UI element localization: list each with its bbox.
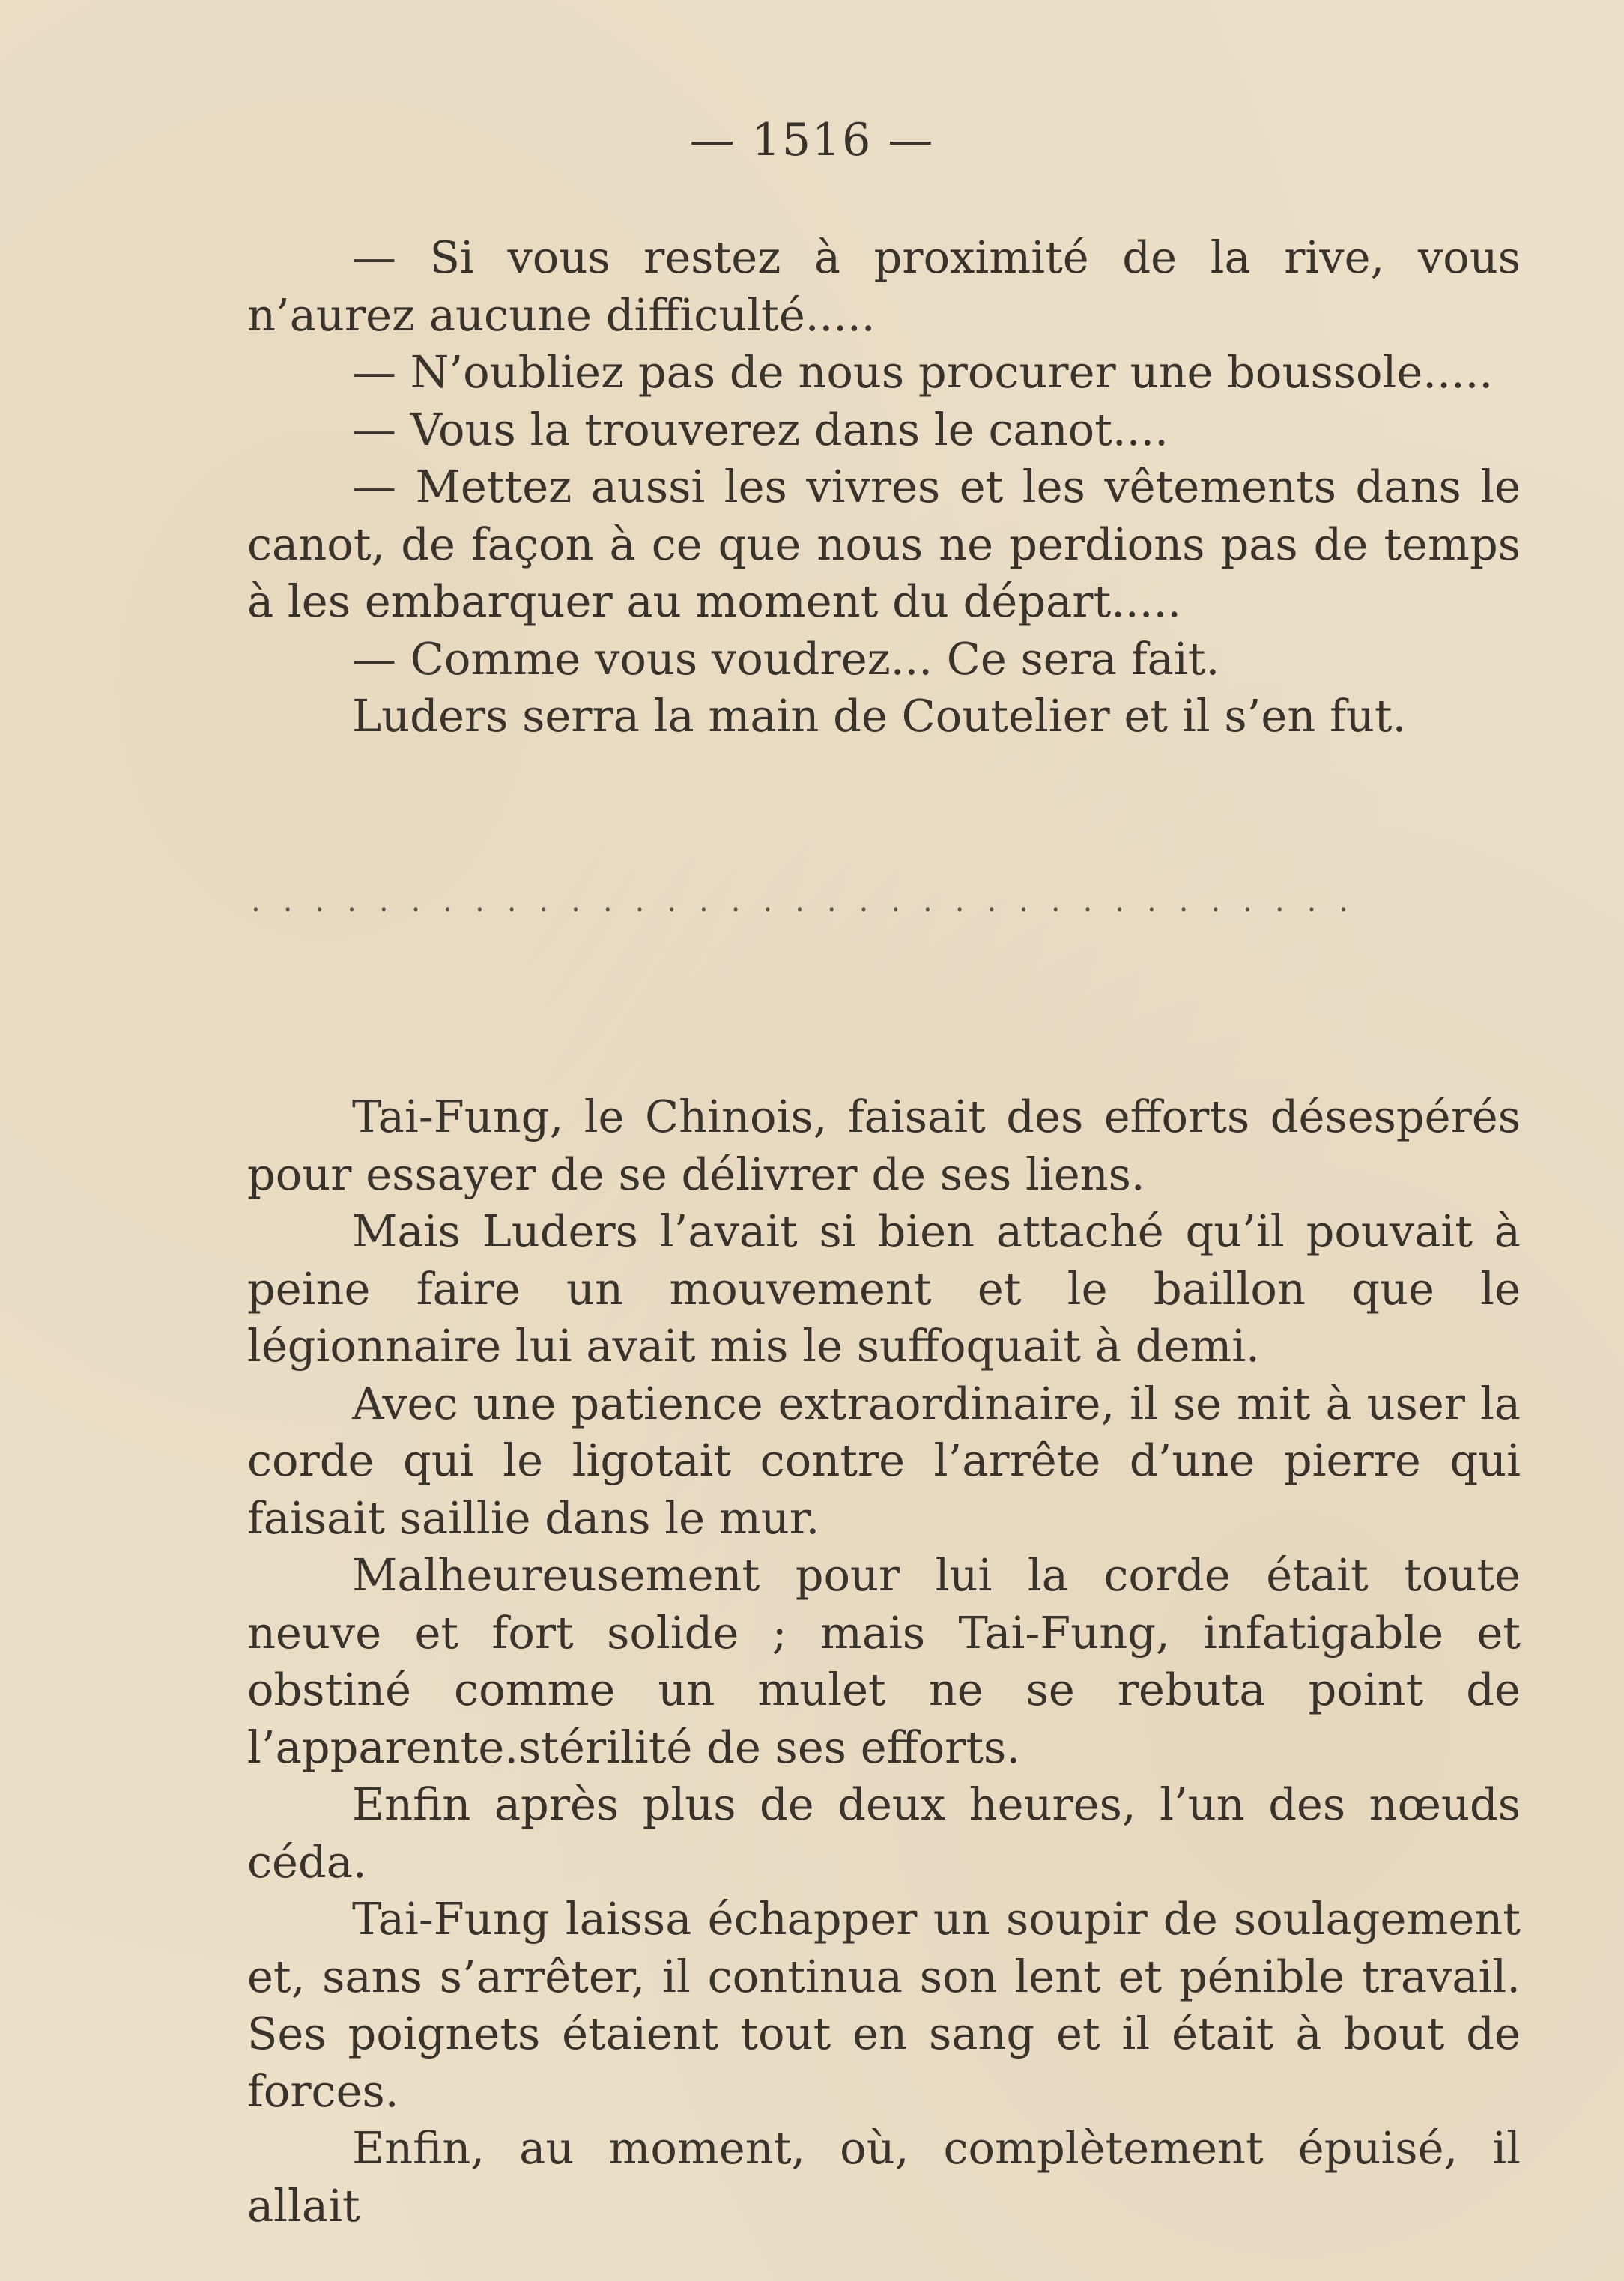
paragraph: Malheureusement pour lui la corde était toute neuve et fort solide ; mais Tai-Fung, infatigable et obstiné comme un mulet ne se rebuta point de l’apparente.stérilité de ses efforts. — [247, 1549, 1521, 1773]
narrative-section — [247, 1088, 1521, 2235]
paragraph: Luders serra la main de Coutelier et il s’en fut. — [352, 690, 1407, 742]
paragraph: — Comme vous voudrez... Ce sera fait. — [352, 632, 1220, 685]
paragraph: Tai-Fung, le Chinois, faisait des efforts désespérés pour essayer de se délivrer de ses liens. — [247, 1091, 1521, 1200]
dialogue-section — [247, 229, 1521, 745]
paragraph: — Si vous restez à proximité de la rive, vous n’aurez aucune difficulté..... — [247, 231, 1521, 341]
page-number: — 1516 — — [689, 114, 935, 166]
paragraph: — Mettez aussi les vivres et les vêtements dans le canot, de façon à ce que nous ne perdions pas de temps à les embarquer au moment du départ..... — [247, 461, 1521, 627]
paragraph: Enfin, au moment, où, complètement épuisé, il allait — [247, 2122, 1521, 2232]
paragraph: Avec une patience extraordinaire, il se mit à user la corde qui le ligotait contre l’arrête d’une pierre qui faisait saillie dans le mur. — [247, 1377, 1521, 1544]
paragraph: Mais Luders l’avait si bien attaché qu’il pouvait à peine faire un mouvement et le baillon que le légionnaire lui avait mis le suffoquait à demi. — [247, 1205, 1521, 1372]
paragraph: Enfin après plus de deux heures, l’un des nœuds céda. — [247, 1778, 1521, 1888]
paragraph: Tai-Fung laissa échapper un soupir de soulagement et, sans s’arrêter, il continua son lent et pénible travail. Ses poignets étaient tout en sang et il était à bout de forces. — [247, 1893, 1521, 2117]
paragraph: — Vous la trouverez dans le canot.... — [352, 403, 1169, 455]
section-separator: ................................... — [251, 884, 1372, 918]
paragraph: — N’oubliez pas de nous procurer une boussole..... — [352, 346, 1494, 398]
